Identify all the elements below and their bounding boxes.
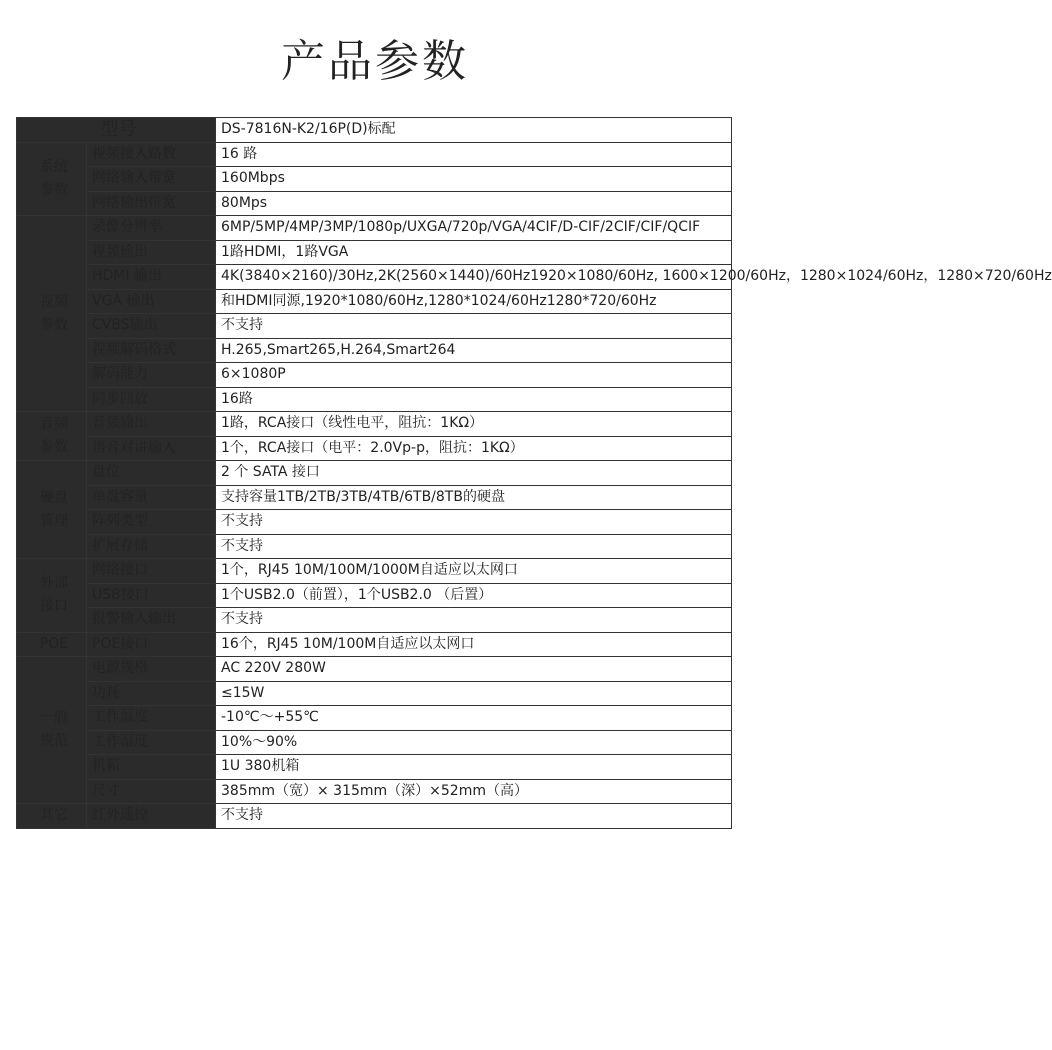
- param-name: 报警输入输出: [87, 608, 216, 633]
- table-row: [17, 583, 732, 608]
- param-value: 不支持: [216, 804, 732, 829]
- param-value: 16路: [216, 387, 732, 412]
- param-name: 录像分辨率: [87, 216, 216, 241]
- table-row: [17, 314, 732, 339]
- param-name: 网络接口: [87, 559, 216, 584]
- table-row: [17, 657, 732, 682]
- param-value: 80Mps: [216, 191, 732, 216]
- category-cell: POE: [17, 632, 87, 657]
- table-row: [17, 142, 732, 167]
- table-row: [17, 559, 732, 584]
- model-value: DS-7816N-K2/16P(D)标配: [216, 118, 732, 143]
- category-cell: 系统 参数: [17, 142, 87, 216]
- category-cell: 其它: [17, 804, 87, 829]
- param-value: 不支持: [216, 534, 732, 559]
- table-row: [17, 265, 732, 290]
- param-value: 2 个 SATA 接口: [216, 461, 732, 486]
- param-name: 盘位: [87, 461, 216, 486]
- param-name: 解码能力: [87, 363, 216, 388]
- param-value: 10%～90%: [216, 730, 732, 755]
- param-value: 不支持: [216, 608, 732, 633]
- param-value: -10℃～+55℃: [216, 706, 732, 731]
- table-row: [17, 755, 732, 780]
- category-cell: 视频 参数: [17, 216, 87, 412]
- param-name: 工作湿度: [87, 730, 216, 755]
- table-row: [17, 485, 732, 510]
- param-name: 网络输入带宽: [87, 167, 216, 192]
- param-name: 功耗: [87, 681, 216, 706]
- param-name: CVBS输出: [87, 314, 216, 339]
- param-name: USB接口: [87, 583, 216, 608]
- param-name: 阵列类型: [87, 510, 216, 535]
- table-row: [17, 534, 732, 559]
- param-value: 4K(3840×2160)/30Hz,2K(2560×1440)/60Hz1920×1080/60Hz, 1600×1200/60Hz，1280×1024/60Hz，1280×720/60Hz: [216, 265, 732, 290]
- param-name: 语音对讲输入: [87, 436, 216, 461]
- param-name: HDMI 输出: [87, 265, 216, 290]
- table-row: [17, 706, 732, 731]
- param-name: 视频输出: [87, 240, 216, 265]
- table-row: [17, 510, 732, 535]
- table-row: [17, 289, 732, 314]
- param-name: 单盘容量: [87, 485, 216, 510]
- table-row: [17, 387, 732, 412]
- table-row: [17, 412, 732, 437]
- table-row: [17, 632, 732, 657]
- param-value: 1路HDMI，1路VGA: [216, 240, 732, 265]
- table-row: [17, 779, 732, 804]
- param-value: 6MP/5MP/4MP/3MP/1080p/UXGA/720p/VGA/4CIF/D-CIF/2CIF/CIF/QCIF: [216, 216, 732, 241]
- table-row: [17, 118, 732, 143]
- param-value: 1个，RJ45 10M/100M/1000M自适应以太网口: [216, 559, 732, 584]
- param-value: 16 路: [216, 142, 732, 167]
- param-value: 385mm（宽）× 315mm（深）×52mm（高）: [216, 779, 732, 804]
- param-name: 视频接入路数: [87, 142, 216, 167]
- category-cell: 外部 接口: [17, 559, 87, 633]
- table-row: [17, 804, 732, 829]
- param-value: 支持容量1TB/2TB/3TB/4TB/6TB/8TB的硬盘: [216, 485, 732, 510]
- spec-table: [16, 117, 1052, 829]
- table-row: [17, 608, 732, 633]
- param-value: ≤15W: [216, 681, 732, 706]
- table-row: [17, 216, 732, 241]
- param-name: 红外遥控: [87, 804, 216, 829]
- param-value: 不支持: [216, 314, 732, 339]
- table-row: [17, 363, 732, 388]
- param-value: 1个USB2.0（前置），1个USB2.0 （后置）: [216, 583, 732, 608]
- table-row: [17, 461, 732, 486]
- param-value: AC 220V 280W: [216, 657, 732, 682]
- table-row: [17, 191, 732, 216]
- table-row: [17, 167, 732, 192]
- param-value: 6×1080P: [216, 363, 732, 388]
- param-name: 视频解码格式: [87, 338, 216, 363]
- param-name: 网络输出带宽: [87, 191, 216, 216]
- model-label: 型号: [17, 118, 216, 143]
- spec-table-body: [17, 118, 1052, 829]
- param-name: 扩展存储: [87, 534, 216, 559]
- param-name: 工作温度: [87, 706, 216, 731]
- param-name: 同步回放: [87, 387, 216, 412]
- param-value: 和HDMI同源,1920*1080/60Hz,1280*1024/60Hz1280*720/60Hz: [216, 289, 732, 314]
- param-name: POE接口: [87, 632, 216, 657]
- page-title: 产品参数: [281, 36, 469, 87]
- param-value: 1路，RCA接口（线性电平，阻抗：1KΩ）: [216, 412, 732, 437]
- param-name: 音频输出: [87, 412, 216, 437]
- table-row: [17, 730, 732, 755]
- param-value: H.265,Smart265,H.264,Smart264: [216, 338, 732, 363]
- param-name: VGA 输出: [87, 289, 216, 314]
- param-value: 不支持: [216, 510, 732, 535]
- category-cell: 硬盘 管理: [17, 461, 87, 559]
- param-value: 16个，RJ45 10M/100M自适应以太网口: [216, 632, 732, 657]
- param-value: 1U 380机箱: [216, 755, 732, 780]
- param-name: 电源规格: [87, 657, 216, 682]
- table-row: [17, 338, 732, 363]
- param-name: 尺寸: [87, 779, 216, 804]
- param-name: 机箱: [87, 755, 216, 780]
- table-row: [17, 436, 732, 461]
- param-value: 1个，RCA接口（电平：2.0Vp-p，阻抗：1KΩ）: [216, 436, 732, 461]
- param-value: 160Mbps: [216, 167, 732, 192]
- table-row: [17, 681, 732, 706]
- category-cell: 一般 规范: [17, 657, 87, 804]
- table-row: [17, 240, 732, 265]
- category-cell: 音频 参数: [17, 412, 87, 461]
